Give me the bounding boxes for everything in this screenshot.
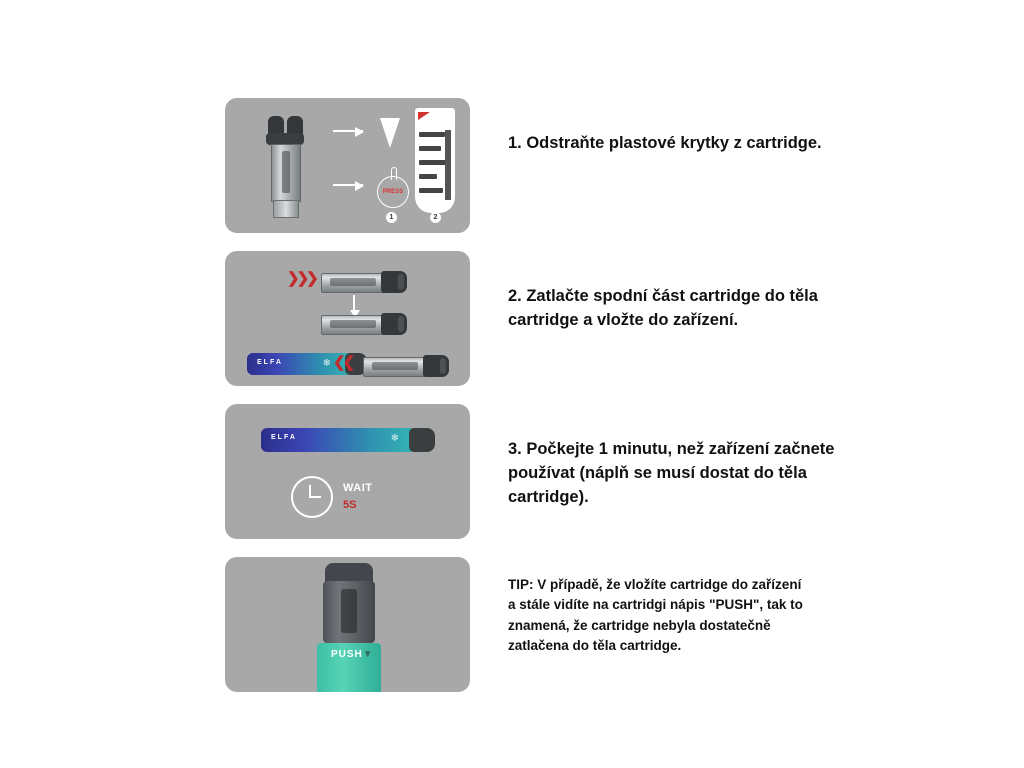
arrow-down-icon [353, 295, 355, 311]
step-item [225, 98, 865, 233]
step-2-caption: 2. Zatlačte spodní část cartridge do těla cartridge a vložte do zařízení. [508, 287, 818, 329]
cartridge-tube [321, 273, 385, 293]
cartridge-horizontal-middle [321, 313, 407, 335]
cartridge-cap [381, 271, 407, 293]
press-tag-icon [377, 176, 409, 208]
cartridge-base [273, 200, 299, 218]
cartridge-cap [381, 313, 407, 335]
plastic-plug-icon [380, 118, 400, 148]
step-item [225, 251, 865, 386]
step-2-figure [225, 251, 470, 386]
pod-device-illustration [265, 116, 307, 216]
cartridge-tube [363, 357, 427, 377]
press-tag-label: PRESS [382, 188, 404, 195]
cartridge-tube [271, 144, 301, 202]
cartridge-cap [423, 355, 449, 377]
step-1-caption: 1. Odstraňte plastové krytky z cartridge. [508, 134, 822, 152]
clock-icon [291, 476, 333, 518]
snowflake-icon: ❄ [390, 433, 399, 444]
wait-time-value: 5S [343, 499, 357, 511]
elfa-brand-label: ELFA [271, 434, 297, 441]
badge-1: 1 [386, 212, 397, 223]
elfa-brand-label: ELFA [257, 359, 283, 366]
card-line [419, 160, 447, 165]
arrow-right-icon-bottom [333, 184, 363, 186]
cartridge-horizontal-top [321, 271, 407, 293]
snowflake-icon: ❄ [322, 358, 331, 369]
push-label [331, 649, 374, 660]
card-line [419, 188, 443, 193]
chevrons-red-icon-top: ❯❯❯ [287, 270, 316, 287]
device-tip [409, 428, 435, 452]
step-3-figure [225, 404, 470, 539]
cartridge-illustration [321, 563, 377, 647]
instruction-card-icon [415, 108, 455, 213]
step-item [225, 557, 865, 692]
flag-icon [418, 112, 430, 120]
arrow-right-icon-top [333, 130, 363, 132]
push-text: PUSH [331, 649, 363, 660]
step-1-figure [225, 98, 470, 233]
card-line [419, 132, 445, 137]
push-marker-icon: ▼ [362, 649, 374, 660]
step-3-caption: 3. Počkejte 1 minutu, než zařízení začnete používat (náplň se musí dostat do těla cartridge). [508, 440, 835, 506]
steps-list [225, 98, 865, 710]
chevrons-red-icon-bottom: ❮❮ [333, 354, 353, 371]
card-strip [445, 130, 451, 200]
card-line [419, 174, 437, 179]
tip-figure [225, 557, 470, 692]
card-line [419, 146, 441, 151]
tip-caption: TIP: V případě, že vložíte cartridge do zařízení a stále vidíte na cartridgi nápis "PUSH", tak to znamená, že cartridge nebyla dostatečně zatlačena do těla cartridge. [508, 577, 803, 653]
step-item [225, 404, 865, 539]
badge-2: 2 [430, 212, 441, 223]
cartridge-window [323, 581, 375, 643]
wait-label: WAIT [343, 482, 373, 494]
cartridge-tube [321, 315, 385, 335]
cartridge-horizontal-bottom [363, 355, 449, 377]
elfa-device-illustration [261, 428, 433, 452]
